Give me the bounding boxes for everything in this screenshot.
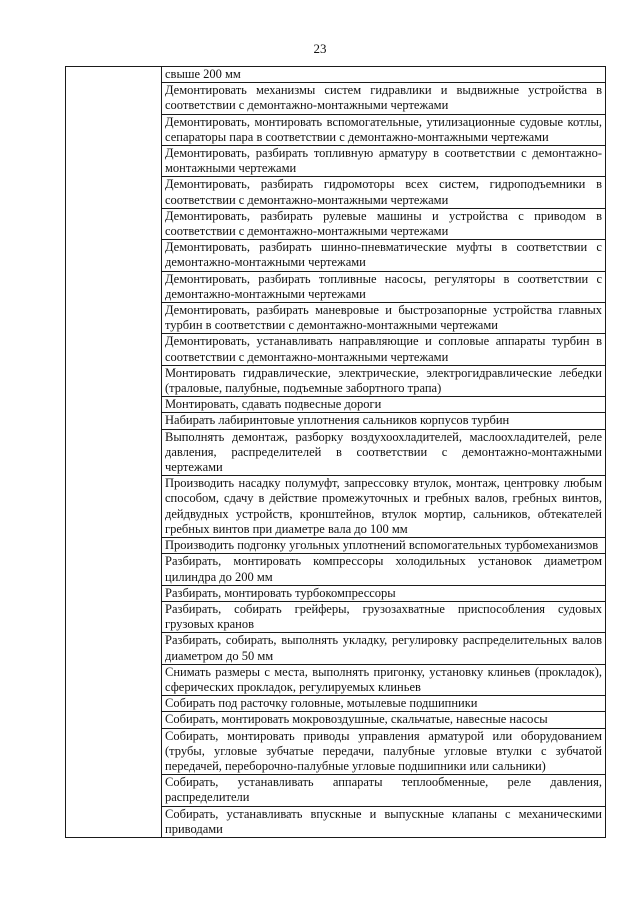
duty-cell — [162, 334, 606, 365]
work-duties-table — [65, 66, 606, 838]
duty-text: Демонтировать механизмы систем гидравлики и выдвижные устройства в соответствии с демонтажно-монтажными чертежами — [165, 83, 602, 113]
duty-text: Выполнять демонтаж, разборку воздухоохладителей, маслоохладителей, реле давления, распределителей в соответствии с демонтажно-монтажными чертежами — [165, 429, 602, 475]
duty-text: Демонтировать, монтировать вспомогательные, утилизационные судовые котлы, сепараторы пара в соответствии с демонтажно-монтажными чертежами — [165, 114, 602, 144]
duty-text: Разбирать, монтировать компрессоры холодильных установок диаметром цилиндра до 200 мм — [165, 554, 602, 584]
duty-cell — [162, 67, 606, 83]
duty-cell — [162, 554, 606, 585]
duty-text: Производить подгонку угольных уплотнений вспомогательных турбомеханизмов — [165, 538, 599, 553]
table-row — [66, 67, 606, 83]
duty-cell — [162, 146, 606, 177]
duty-text: Собирать, монтировать приводы управления арматурой или оборудованием (трубы, угловые зубчатые передачи, палубные угловые втулки с зубчатой передачей, переборочно-палубные угловые подшипники или сальники) — [165, 728, 602, 773]
duty-text: Разбирать, монтировать турбокомпрессоры — [165, 585, 396, 600]
duty-text: Собирать, монтировать мокровоздушные, скальчатые, навесные насосы — [165, 712, 548, 727]
duty-text: Демонтировать, разбирать топливную арматуру в соответствии с демонтажно-монтажными чертежами — [165, 146, 602, 176]
duty-cell — [162, 271, 606, 302]
duty-cell — [162, 303, 606, 334]
duty-cell — [162, 177, 606, 208]
duty-cell — [162, 114, 606, 145]
duty-text: Производить насадку полумуфт, запрессовку втулок, монтаж, центровку любым способом, сдачу в действие промежуточных и гребных валов, гребных винтов, дейдвудных устройств, кронштейнов, втулок мортир, сальников, обтекателей гребных винтов при диаметре вала до 100 мм — [165, 476, 602, 536]
duty-cell — [162, 397, 606, 413]
duty-cell — [162, 476, 606, 538]
duty-cell — [162, 83, 606, 114]
duty-text: Демонтировать, разбирать рулевые машины и устройства с приводом в соответствии с демонтажно-монтажными чертежами — [165, 208, 602, 239]
duty-text: Собирать, устанавливать аппараты теплообменные, реле давления, распределители — [165, 775, 602, 805]
duty-text: Демонтировать, разбирать гидромоторы всех систем, гидроподъемники в соответствии с демонтажно-монтажными чертежами — [165, 177, 602, 207]
duty-cell — [162, 696, 606, 712]
duty-cell — [162, 601, 606, 632]
duty-cell — [162, 775, 606, 806]
duty-text: Демонтировать, разбирать топливные насосы, регуляторы в соответствии с демонтажно-монтажными чертежами — [165, 271, 602, 301]
duty-text: Набирать лабиринтовые уплотнения сальников корпусов турбин — [165, 413, 510, 428]
duty-cell — [162, 538, 606, 554]
duty-text: Монтировать, сдавать подвесные дороги — [165, 397, 382, 412]
duty-cell — [162, 585, 606, 601]
duty-cell — [162, 365, 606, 396]
duty-cell — [162, 728, 606, 775]
duty-text: Монтировать гидравлические, электрические, электрогидравлические лебедки (траловые, палубные, подъемные забортного трапа) — [165, 365, 602, 396]
duty-cell — [162, 413, 606, 429]
duty-text: Демонтировать, устанавливать направляющие и сопловые аппараты турбин в соответствии с демонтажно-монтажными чертежами — [165, 334, 602, 364]
empty-left-column-cell — [66, 67, 162, 838]
duty-text: Собирать, устанавливать впускные и выпускные клапаны с механическими приводами — [165, 806, 602, 836]
duty-cell — [162, 633, 606, 664]
duty-cell — [162, 208, 606, 239]
duty-text: Собирать под расточку головные, мотылевые подшипники — [165, 696, 478, 711]
duty-cell — [162, 240, 606, 271]
page-number: 23 — [313, 41, 327, 56]
duty-text: Демонтировать, разбирать шинно-пневматические муфты в соответствии с демонтажно-монтажными чертежами — [165, 240, 602, 270]
duty-cell — [162, 429, 606, 476]
duty-cell — [162, 806, 606, 837]
duty-text: Демонтировать, разбирать маневровые и быстрозапорные устройства главных турбин в соответствии с демонтажно-монтажными чертежами — [165, 303, 602, 333]
duty-cell — [162, 664, 606, 695]
duty-text: Разбирать, собирать, выполнять укладку, регулировку распределительных валов диаметром до 50 мм — [165, 633, 602, 663]
duty-text: Снимать размеры с места, выполнять пригонку, установку клиньев (прокладок), сферических прокладок, регулируемых клиньев — [165, 664, 602, 694]
duty-text: Разбирать, собирать грейферы, грузозахватные приспособления судовых грузовых кранов — [165, 601, 602, 632]
duty-text: свыше 200 мм — [165, 67, 241, 81]
duty-cell — [162, 712, 606, 728]
